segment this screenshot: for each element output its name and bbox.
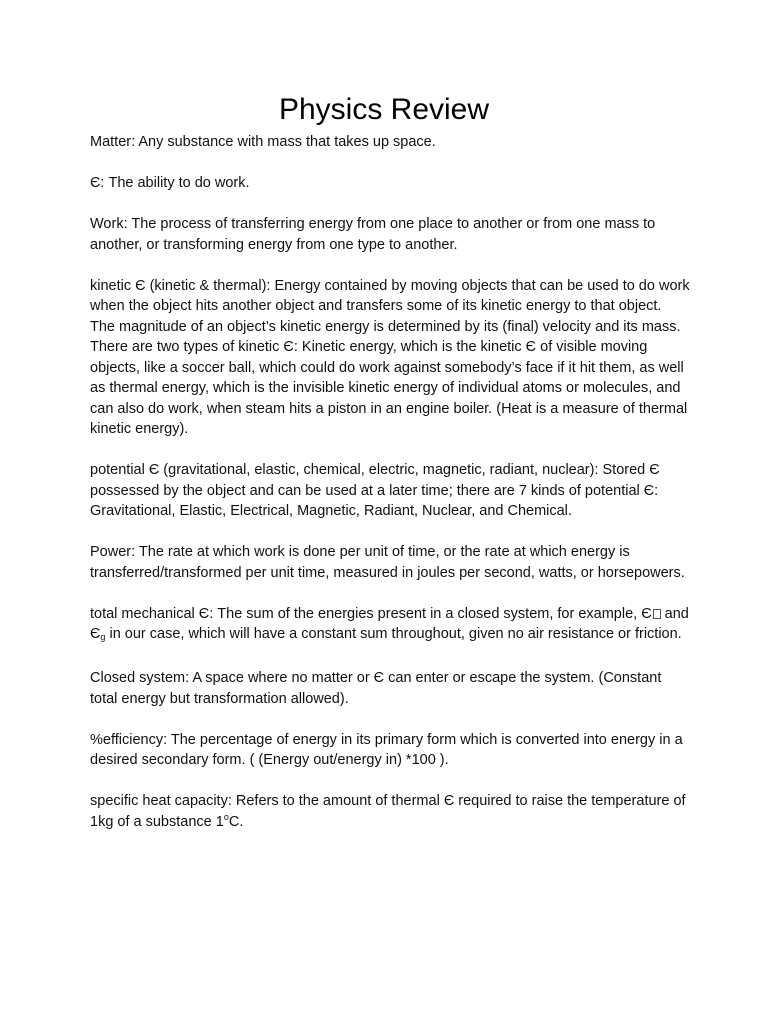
tme-tail: in our case, which will have a constant sum throughout, given no air resistance or friction. — [105, 626, 682, 642]
paragraph-potential-energy: potential Є (gravitational, elastic, chemical, electric, magnetic, radiant, nuclear): Stored Є possessed by the object and can be used at a later time; there are 7 kinds of potential Є: Gravitational, Elastic, Electrical, Magnetic, Radiant, Nuclear, and Chemical. — [90, 462, 660, 519]
degree-symbol: o — [223, 811, 229, 822]
paragraph-total-mechanical-energy — [90, 604, 690, 648]
paragraph-closed-system: Closed system: A space where no matter or Є can enter or escape the system. (Constant total energy but transformation allowed). — [90, 670, 662, 707]
shc-lead: specific heat capacity: Refers to the amount of thermal Є required to raise the temperature of 1kg of a substance 1 — [90, 793, 686, 830]
paragraph-efficiency: %efficiency: The percentage of energy in its primary form which is converted into energy in a desired secondary form. ( (Energy out/energy in) *100 ). — [90, 731, 683, 768]
paragraph-matter: Matter: Any substance with mass that takes up space. — [90, 134, 436, 150]
paragraph-work: Work: The process of transferring energy from one place to another or from one mass to another, or transforming energy from one type to another. — [90, 216, 656, 253]
missing-glyph-box — [653, 609, 661, 619]
tme-mid: and Є — [90, 605, 689, 642]
page-title: Physics Review — [278, 93, 490, 126]
paragraph-energy: Є: The ability to do work. — [90, 175, 250, 191]
paragraph-kinetic-energy: kinetic Є (kinetic & thermal): Energy contained by moving objects that can be used to do work when the object hits another object and transfers some of its kinetic energy to that object. The magnitude of an object’s kinetic energy is determined by its (final) velocity and its mass. There are two types of kinetic Є: Kinetic energy, which is the kinetic Є of visible moving objects, like a soccer ball, which could do work against somebody’s face if it hit them, as well as thermal energy, which is the invisible kinetic energy of individual atoms or molecules, and can also do work, when steam hits a piston in an engine boiler. (Heat is a measure of thermal kinetic energy). — [90, 277, 690, 437]
paragraph-power: Power: The rate at which work is done per unit of time, or the rate at which energy is transferred/transformed per unit time, measured in joules per second, watts, or horsepowers. — [90, 544, 685, 581]
document-body — [90, 132, 690, 853]
paragraph-specific-heat — [90, 791, 690, 832]
shc-tail: C. — [228, 813, 244, 830]
tme-lead: total mechanical Є: The sum of the energies present in a closed system, for example, Є — [90, 605, 652, 622]
tme-subscript-g: g — [100, 632, 106, 642]
